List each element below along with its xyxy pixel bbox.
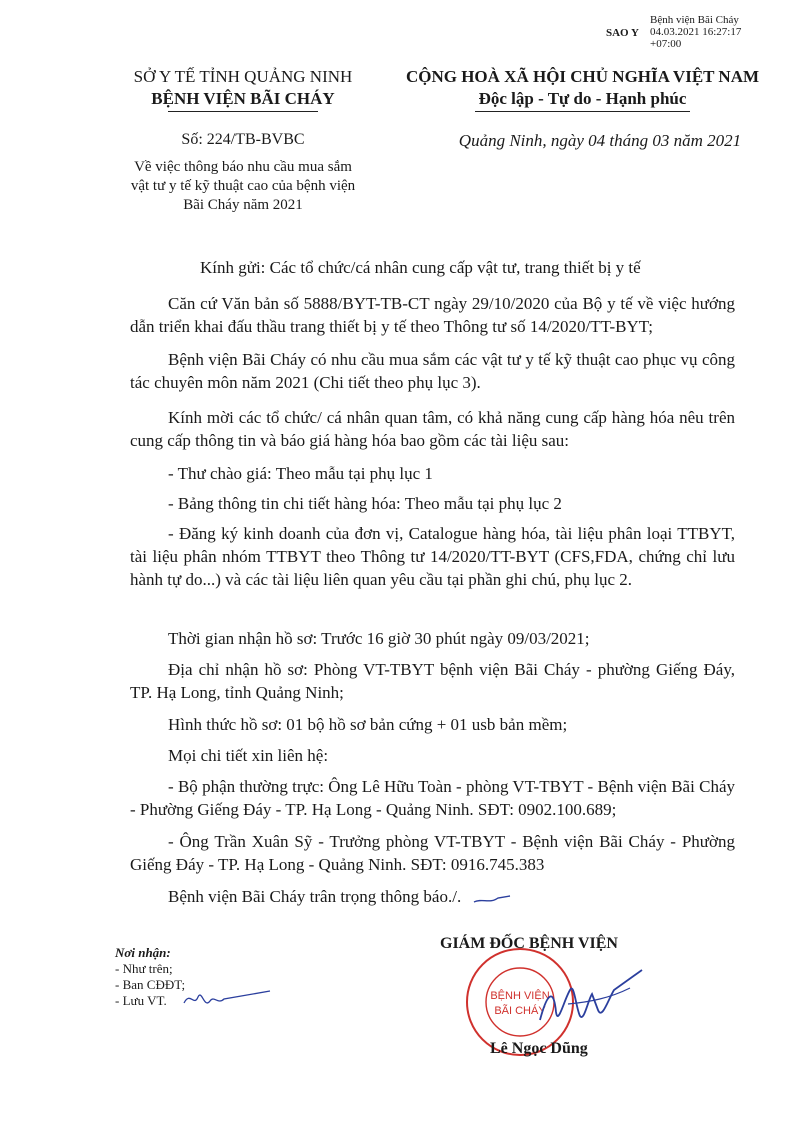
body-paragraph: Bệnh viện Bãi Cháy trân trọng thông báo./. (168, 887, 462, 906)
subject-line: Về việc thông báo nhu cầu mua sắm (134, 159, 352, 175)
body-paragraph: - Thư chào giá: Theo mẫu tại phụ lục 1 (168, 464, 433, 483)
subject-line: Bãi Cháy năm 2021 (183, 197, 303, 213)
recipients-title: Nơi nhận: (115, 945, 171, 960)
header-divider (168, 111, 318, 112)
recipient-item: - Lưu VT. (115, 993, 167, 1008)
initial-mark (472, 890, 512, 910)
department-name: SỞ Y TẾ TỈNH QUẢNG NINH (133, 67, 353, 86)
copy-stamp-timezone: +07:00 (650, 38, 682, 50)
national-header (385, 66, 780, 112)
body-paragraph: - Bộ phận thường trực: Ông Lê Hữu Toàn - phòng VT-TBYT - Bệnh viện Bãi Cháy - Phường Giếng Đáy - TP. Hạ Long - Quảng Ninh. SĐT: 0902.100.689; (130, 777, 735, 819)
recipients-block (115, 945, 185, 1009)
organization-name: BỆNH VIỆN BÃI CHÁY (151, 89, 335, 108)
subject-line: vật tư y tế kỹ thuật cao của bệnh viện (130, 178, 356, 194)
director-signature (530, 960, 650, 1040)
body-paragraph: - Bảng thông tin chi tiết hàng hóa: Theo mẫu tại phụ lục 2 (168, 494, 562, 513)
national-motto: Độc lập - Tự do - Hạnh phúc (478, 89, 687, 108)
place-date: Quảng Ninh, ngày 04 tháng 03 năm 2021 (458, 131, 742, 150)
copy-stamp-label: SAO Y (606, 27, 639, 39)
seal-text-line: BÃI CHÁY (494, 1005, 546, 1017)
body-paragraph: Địa chỉ nhận hồ sơ: Phòng VT-TBYT bệnh viện Bãi Cháy - phường Giếng Đáy, TP. Hạ Long, tỉnh Quảng Ninh; (130, 660, 735, 702)
document-number: Số: 224/TB-BVBC (181, 131, 305, 148)
nation-title: CỘNG HOÀ XÃ HỘI CHỦ NGHĨA VIỆT NAM (405, 67, 760, 86)
body-paragraph: Mọi chi tiết xin liên hệ: (168, 746, 329, 765)
body-paragraph: Hình thức hồ sơ: 01 bộ hồ sơ bản cứng + 01 usb bản mềm; (168, 715, 568, 734)
copy-stamp-issuer: Bệnh viện Bãi Cháy (650, 14, 739, 26)
body-paragraph: Kính mời các tổ chức/ cá nhân quan tâm, có khả năng cung cấp hàng hóa nêu trên cung cấp thông tin và báo giá hàng hóa bao gồm các tài liệu sau: (130, 408, 735, 450)
greeting: Kính gửi: Các tổ chức/cá nhân cung cấp vật tư, trang thiết bị y tế (200, 258, 641, 277)
signer-position: GIÁM ĐỐC BỆNH VIỆN (440, 935, 618, 952)
recipient-item: - Ban CĐĐT; (115, 977, 186, 992)
seal-text-line: BỆNH VIỆN (490, 990, 550, 1002)
copy-stamp-info (650, 14, 790, 50)
signer-name: Lê Ngọc Dũng (490, 1040, 588, 1057)
body-paragraph: - Đăng ký kinh doanh của đơn vị, Catalogue hàng hóa, tài liệu phân loại TTBYT, tài liệu phân nhóm TTBYT theo Thông tư 14/2020/TT-BYT (CFS,FDA, chứng chỉ lưu hành tự do...) và các tài liệu liên quan yêu cầu tại phần ghi chú, phụ lục 2. (130, 524, 735, 589)
recipient-item: - Như trên; (115, 961, 173, 976)
copy-stamp-datetime: 04.03.2021 16:27:17 (650, 26, 742, 38)
document-subject (108, 158, 378, 215)
body-paragraph: - Ông Trần Xuân Sỹ - Trưởng phòng VT-TBYT - Bệnh viện Bãi Cháy - Phường Giếng Đáy - TP. Hạ Long - Quảng Ninh. SĐT: 0916.745.383 (130, 832, 735, 874)
motto-divider (475, 111, 690, 112)
body-paragraph: Bệnh viện Bãi Cháy có nhu cầu mua sắm các vật tư y tế kỹ thuật cao phục vụ công tác chuyên môn năm 2021 (Chi tiết theo phụ lục 3). (130, 350, 735, 392)
body-paragraph: Căn cứ Văn bản số 5888/BYT-TB-CT ngày 29/10/2020 của Bộ y tế về việc hướng dẫn triển khai đấu thầu trang thiết bị y tế theo Thông tư số 14/2020/TT-BYT; (130, 294, 735, 336)
issuer-header (108, 66, 378, 112)
body-paragraph: Thời gian nhận hồ sơ: Trước 16 giờ 30 phút ngày 09/03/2021; (168, 629, 590, 648)
initials-signature (180, 985, 275, 1015)
